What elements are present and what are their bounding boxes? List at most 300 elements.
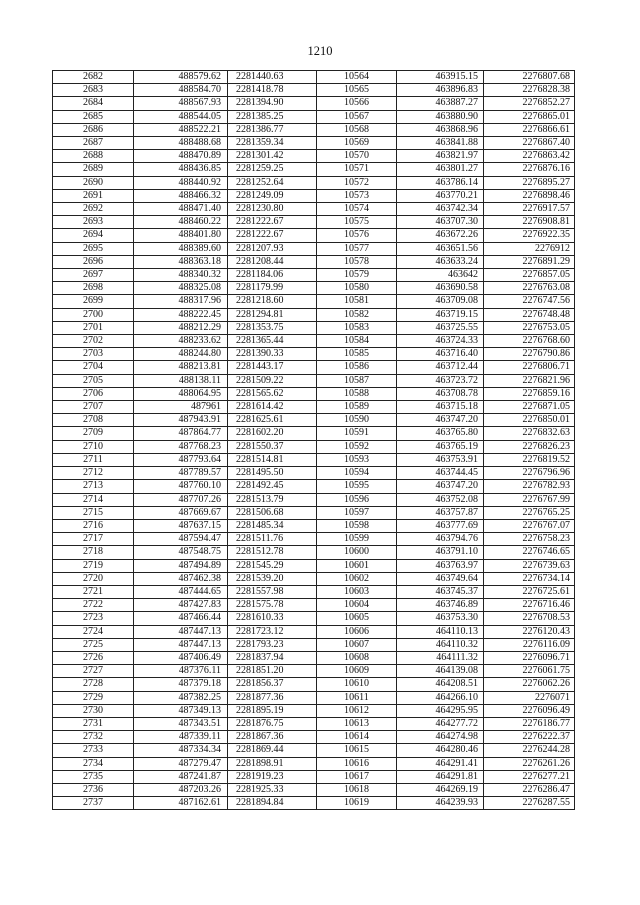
table-cell: 487162.61 bbox=[134, 797, 228, 810]
table-cell: 2725 bbox=[53, 638, 134, 651]
table-cell: 463690.58 bbox=[397, 282, 484, 295]
table-row bbox=[53, 137, 575, 150]
table-cell: 488460.22 bbox=[134, 216, 228, 229]
table-cell: 10572 bbox=[317, 176, 397, 189]
table-cell: 2720 bbox=[53, 572, 134, 585]
table-cell: 2276286.47 bbox=[484, 783, 575, 796]
table-cell: 2721 bbox=[53, 585, 134, 598]
table-cell: 464291.81 bbox=[397, 770, 484, 783]
table-row bbox=[53, 559, 575, 572]
table-cell: 10577 bbox=[317, 242, 397, 255]
table-cell: 2281222.67 bbox=[228, 229, 317, 242]
table-cell: 2276796.96 bbox=[484, 467, 575, 480]
table-row bbox=[53, 731, 575, 744]
table-cell: 488466.32 bbox=[134, 189, 228, 202]
table-cell: 2276898.46 bbox=[484, 189, 575, 202]
table-cell: 487447.13 bbox=[134, 638, 228, 651]
table-row bbox=[53, 625, 575, 638]
table-cell: 2281218.60 bbox=[228, 295, 317, 308]
table-cell: 2724 bbox=[53, 625, 134, 638]
table-cell: 488317.96 bbox=[134, 295, 228, 308]
table-cell: 464269.19 bbox=[397, 783, 484, 796]
table-cell: 2281894.84 bbox=[228, 797, 317, 810]
table-cell: 10596 bbox=[317, 493, 397, 506]
table-cell: 463791.10 bbox=[397, 546, 484, 559]
table-cell: 2281294.81 bbox=[228, 308, 317, 321]
table-cell: 2281557.98 bbox=[228, 585, 317, 598]
table-row bbox=[53, 467, 575, 480]
table-cell: 2705 bbox=[53, 374, 134, 387]
table-cell: 10579 bbox=[317, 269, 397, 282]
table-row bbox=[53, 493, 575, 506]
table-cell: 487494.89 bbox=[134, 559, 228, 572]
table-row bbox=[53, 414, 575, 427]
table-cell: 487382.25 bbox=[134, 691, 228, 704]
table-cell: 2709 bbox=[53, 427, 134, 440]
table-cell: 2281512.78 bbox=[228, 546, 317, 559]
table-cell: 488440.92 bbox=[134, 176, 228, 189]
table-cell: 10606 bbox=[317, 625, 397, 638]
table-cell: 463801.27 bbox=[397, 163, 484, 176]
table-cell: 463724.33 bbox=[397, 335, 484, 348]
table-cell: 488213.81 bbox=[134, 361, 228, 374]
table-cell: 2281222.67 bbox=[228, 216, 317, 229]
table-cell: 488401.80 bbox=[134, 229, 228, 242]
table-cell: 2281602.20 bbox=[228, 427, 317, 440]
table-cell: 464280.46 bbox=[397, 744, 484, 757]
table-cell: 2714 bbox=[53, 493, 134, 506]
table-cell: 2281353.75 bbox=[228, 321, 317, 334]
table-cell: 2717 bbox=[53, 533, 134, 546]
table-cell: 2276186.77 bbox=[484, 717, 575, 730]
table-cell: 2281440.63 bbox=[228, 71, 317, 84]
table-cell: 2281394.90 bbox=[228, 97, 317, 110]
table-row bbox=[53, 427, 575, 440]
table-cell: 10578 bbox=[317, 255, 397, 268]
table-cell: 10581 bbox=[317, 295, 397, 308]
table-cell: 464139.08 bbox=[397, 665, 484, 678]
table-cell: 463747.20 bbox=[397, 414, 484, 427]
table-cell: 488567.93 bbox=[134, 97, 228, 110]
table-cell: 2697 bbox=[53, 269, 134, 282]
table-cell: 2689 bbox=[53, 163, 134, 176]
table-cell: 463765.80 bbox=[397, 427, 484, 440]
table-cell: 10605 bbox=[317, 612, 397, 625]
table-cell: 463786.14 bbox=[397, 176, 484, 189]
table-cell: 2276859.16 bbox=[484, 387, 575, 400]
table-cell: 2710 bbox=[53, 440, 134, 453]
table-cell: 10587 bbox=[317, 374, 397, 387]
table-cell: 2281184.06 bbox=[228, 269, 317, 282]
table-cell: 2276826.23 bbox=[484, 440, 575, 453]
table-cell: 463715.18 bbox=[397, 401, 484, 414]
table-cell: 2731 bbox=[53, 717, 134, 730]
table-cell: 2281514.81 bbox=[228, 453, 317, 466]
table-cell: 2281723.12 bbox=[228, 625, 317, 638]
table-cell: 2281793.23 bbox=[228, 638, 317, 651]
table-cell: 2281385.25 bbox=[228, 110, 317, 123]
table-cell: 2276768.60 bbox=[484, 335, 575, 348]
table-cell: 10592 bbox=[317, 440, 397, 453]
table-cell: 10589 bbox=[317, 401, 397, 414]
table-row bbox=[53, 229, 575, 242]
table-cell: 10617 bbox=[317, 770, 397, 783]
table-cell: 2719 bbox=[53, 559, 134, 572]
table-cell: 463794.76 bbox=[397, 533, 484, 546]
table-cell: 487203.26 bbox=[134, 783, 228, 796]
table-cell: 487427.83 bbox=[134, 599, 228, 612]
table-cell: 463752.08 bbox=[397, 493, 484, 506]
table-cell: 10600 bbox=[317, 546, 397, 559]
table-cell: 2276821.96 bbox=[484, 374, 575, 387]
table-cell: 2737 bbox=[53, 797, 134, 810]
table-cell: 10594 bbox=[317, 467, 397, 480]
table-cell: 464266.10 bbox=[397, 691, 484, 704]
table-cell: 487548.75 bbox=[134, 546, 228, 559]
table-cell: 10580 bbox=[317, 282, 397, 295]
table-cell: 2281869.44 bbox=[228, 744, 317, 757]
table-cell: 463887.27 bbox=[397, 97, 484, 110]
table-cell: 488471.40 bbox=[134, 203, 228, 216]
table-cell: 2276852.27 bbox=[484, 97, 575, 110]
table-row bbox=[53, 163, 575, 176]
table-cell: 2698 bbox=[53, 282, 134, 295]
table-cell: 10598 bbox=[317, 519, 397, 532]
table-cell: 2276790.86 bbox=[484, 348, 575, 361]
table-cell: 2696 bbox=[53, 255, 134, 268]
table-row bbox=[53, 612, 575, 625]
table-row bbox=[53, 678, 575, 691]
table-row bbox=[53, 308, 575, 321]
table-cell: 487961 bbox=[134, 401, 228, 414]
table-cell: 2276767.99 bbox=[484, 493, 575, 506]
table-cell: 463915.15 bbox=[397, 71, 484, 84]
table-cell: 2281895.19 bbox=[228, 704, 317, 717]
table-cell: 2736 bbox=[53, 783, 134, 796]
table-cell: 463672.26 bbox=[397, 229, 484, 242]
table-cell: 487279.47 bbox=[134, 757, 228, 770]
table-cell: 463708.78 bbox=[397, 387, 484, 400]
table-cell: 487943.91 bbox=[134, 414, 228, 427]
table-row bbox=[53, 704, 575, 717]
table-cell: 2726 bbox=[53, 651, 134, 664]
table-cell: 2276871.05 bbox=[484, 401, 575, 414]
table-cell: 2276748.48 bbox=[484, 308, 575, 321]
table-cell: 487379.18 bbox=[134, 678, 228, 691]
table-cell: 463749.64 bbox=[397, 572, 484, 585]
table-cell: 463712.44 bbox=[397, 361, 484, 374]
table-cell: 2276867.40 bbox=[484, 137, 575, 150]
table-cell: 10568 bbox=[317, 123, 397, 136]
table-cell: 2276120.43 bbox=[484, 625, 575, 638]
table-cell: 10615 bbox=[317, 744, 397, 757]
table-row bbox=[53, 97, 575, 110]
table-cell: 464208.51 bbox=[397, 678, 484, 691]
table-cell: 10590 bbox=[317, 414, 397, 427]
table-cell: 487343.51 bbox=[134, 717, 228, 730]
table-cell: 487444.65 bbox=[134, 585, 228, 598]
table-row bbox=[53, 691, 575, 704]
table-cell: 2281511.76 bbox=[228, 533, 317, 546]
table-cell: 2276767.07 bbox=[484, 519, 575, 532]
table-cell: 2276763.08 bbox=[484, 282, 575, 295]
table-cell: 487376.11 bbox=[134, 665, 228, 678]
table-cell: 2276850.01 bbox=[484, 414, 575, 427]
table-cell: 10597 bbox=[317, 506, 397, 519]
table-cell: 2728 bbox=[53, 678, 134, 691]
table-cell: 463770.21 bbox=[397, 189, 484, 202]
table-cell: 464111.32 bbox=[397, 651, 484, 664]
table-cell: 10613 bbox=[317, 717, 397, 730]
table-cell: 2276746.65 bbox=[484, 546, 575, 559]
table-cell: 2276277.21 bbox=[484, 770, 575, 783]
table-row bbox=[53, 401, 575, 414]
table-cell: 2281837.94 bbox=[228, 651, 317, 664]
table-row bbox=[53, 321, 575, 334]
table-cell: 2276857.05 bbox=[484, 269, 575, 282]
table-cell: 2688 bbox=[53, 150, 134, 163]
table-cell: 2695 bbox=[53, 242, 134, 255]
table-cell: 10573 bbox=[317, 189, 397, 202]
table-row bbox=[53, 757, 575, 770]
table-cell: 463651.56 bbox=[397, 242, 484, 255]
table-cell: 10570 bbox=[317, 150, 397, 163]
table-cell: 2281418.78 bbox=[228, 84, 317, 97]
table-cell: 10599 bbox=[317, 533, 397, 546]
table-cell: 2281513.79 bbox=[228, 493, 317, 506]
table-cell: 2281625.61 bbox=[228, 414, 317, 427]
table-cell: 2691 bbox=[53, 189, 134, 202]
table-cell: 2693 bbox=[53, 216, 134, 229]
table-cell: 487707.26 bbox=[134, 493, 228, 506]
table-cell: 10585 bbox=[317, 348, 397, 361]
table-cell: 2281252.64 bbox=[228, 176, 317, 189]
table-cell: 488064.95 bbox=[134, 387, 228, 400]
table-cell: 464295.95 bbox=[397, 704, 484, 717]
table-cell: 488212.29 bbox=[134, 321, 228, 334]
table-cell: 2281925.33 bbox=[228, 783, 317, 796]
table-cell: 2281301.42 bbox=[228, 150, 317, 163]
table-cell: 463707.30 bbox=[397, 216, 484, 229]
table-cell: 487793.64 bbox=[134, 453, 228, 466]
table-cell: 463746.89 bbox=[397, 599, 484, 612]
table-cell: 2276261.26 bbox=[484, 757, 575, 770]
table-cell: 2281359.34 bbox=[228, 137, 317, 150]
table-cell: 487768.23 bbox=[134, 440, 228, 453]
table-cell: 10575 bbox=[317, 216, 397, 229]
table-cell: 487669.67 bbox=[134, 506, 228, 519]
table-cell: 2723 bbox=[53, 612, 134, 625]
table-cell: 488436.85 bbox=[134, 163, 228, 176]
table-cell: 2281867.36 bbox=[228, 731, 317, 744]
table-cell: 463753.91 bbox=[397, 453, 484, 466]
table-cell: 487241.87 bbox=[134, 770, 228, 783]
table-cell: 2694 bbox=[53, 229, 134, 242]
table-cell: 10574 bbox=[317, 203, 397, 216]
table-row bbox=[53, 744, 575, 757]
table-cell: 463716.40 bbox=[397, 348, 484, 361]
table-row bbox=[53, 84, 575, 97]
table-cell: 10583 bbox=[317, 321, 397, 334]
table-cell: 487339.11 bbox=[134, 731, 228, 744]
table-cell: 2281614.42 bbox=[228, 401, 317, 414]
table-cell: 2281539.20 bbox=[228, 572, 317, 585]
table-cell: 2281851.20 bbox=[228, 665, 317, 678]
table-cell: 464291.41 bbox=[397, 757, 484, 770]
table-cell: 2276819.52 bbox=[484, 453, 575, 466]
table-cell: 2704 bbox=[53, 361, 134, 374]
table-cell: 2692 bbox=[53, 203, 134, 216]
table-row bbox=[53, 71, 575, 84]
table-row bbox=[53, 361, 575, 374]
table-cell: 2276747.56 bbox=[484, 295, 575, 308]
table-cell: 10571 bbox=[317, 163, 397, 176]
table-row bbox=[53, 374, 575, 387]
table-cell: 2276753.05 bbox=[484, 321, 575, 334]
table-cell: 488470.89 bbox=[134, 150, 228, 163]
table-cell: 463821.97 bbox=[397, 150, 484, 163]
table-cell: 488544.05 bbox=[134, 110, 228, 123]
table-row bbox=[53, 585, 575, 598]
table-cell: 2276725.61 bbox=[484, 585, 575, 598]
table-cell: 463642 bbox=[397, 269, 484, 282]
table-cell: 2712 bbox=[53, 467, 134, 480]
table-cell: 2281443.17 bbox=[228, 361, 317, 374]
table-cell: 2281207.93 bbox=[228, 242, 317, 255]
table-cell: 463742.34 bbox=[397, 203, 484, 216]
table-cell: 10608 bbox=[317, 651, 397, 664]
table-cell: 10618 bbox=[317, 783, 397, 796]
table-row bbox=[53, 506, 575, 519]
table-cell: 2276734.14 bbox=[484, 572, 575, 585]
table-row bbox=[53, 255, 575, 268]
table-row bbox=[53, 783, 575, 796]
table-row bbox=[53, 203, 575, 216]
table-cell: 2276071 bbox=[484, 691, 575, 704]
table-cell: 2683 bbox=[53, 84, 134, 97]
table-cell: 2281179.99 bbox=[228, 282, 317, 295]
table-row bbox=[53, 519, 575, 532]
table-cell: 2702 bbox=[53, 335, 134, 348]
table-cell: 463709.08 bbox=[397, 295, 484, 308]
table-cell: 2281919.23 bbox=[228, 770, 317, 783]
table-row bbox=[53, 387, 575, 400]
table-cell: 487864.77 bbox=[134, 427, 228, 440]
table-cell: 2713 bbox=[53, 480, 134, 493]
table-cell: 464239.93 bbox=[397, 797, 484, 810]
table-cell: 2276922.35 bbox=[484, 229, 575, 242]
table-cell: 10603 bbox=[317, 585, 397, 598]
table-row bbox=[53, 717, 575, 730]
table-cell: 2281492.45 bbox=[228, 480, 317, 493]
table-cell: 2281390.33 bbox=[228, 348, 317, 361]
table-cell: 10586 bbox=[317, 361, 397, 374]
table-cell: 2700 bbox=[53, 308, 134, 321]
table-cell: 488363.18 bbox=[134, 255, 228, 268]
table-cell: 2730 bbox=[53, 704, 134, 717]
table-cell: 463868.96 bbox=[397, 123, 484, 136]
table-cell: 463633.24 bbox=[397, 255, 484, 268]
table-cell: 10609 bbox=[317, 665, 397, 678]
table-cell: 2707 bbox=[53, 401, 134, 414]
table-cell: 2711 bbox=[53, 453, 134, 466]
table-row bbox=[53, 770, 575, 783]
table-cell: 487760.10 bbox=[134, 480, 228, 493]
table-cell: 10611 bbox=[317, 691, 397, 704]
table-cell: 2281876.75 bbox=[228, 717, 317, 730]
table-cell: 2276739.63 bbox=[484, 559, 575, 572]
table-cell: 2276917.57 bbox=[484, 203, 575, 216]
table-cell: 2276908.81 bbox=[484, 216, 575, 229]
table-cell: 463765.19 bbox=[397, 440, 484, 453]
table-cell: 487637.15 bbox=[134, 519, 228, 532]
table-cell: 463725.55 bbox=[397, 321, 484, 334]
table-cell: 2281365.44 bbox=[228, 335, 317, 348]
table-row bbox=[53, 282, 575, 295]
table-cell: 488579.62 bbox=[134, 71, 228, 84]
table-cell: 2276912 bbox=[484, 242, 575, 255]
table-cell: 488584.70 bbox=[134, 84, 228, 97]
table-cell: 2276287.55 bbox=[484, 797, 575, 810]
table-cell: 2281575.78 bbox=[228, 599, 317, 612]
table-cell: 2276895.27 bbox=[484, 176, 575, 189]
table-cell: 2276865.01 bbox=[484, 110, 575, 123]
table-cell: 2281259.25 bbox=[228, 163, 317, 176]
table-cell: 10591 bbox=[317, 427, 397, 440]
table-cell: 463719.15 bbox=[397, 308, 484, 321]
table-cell: 2686 bbox=[53, 123, 134, 136]
table-cell: 10602 bbox=[317, 572, 397, 585]
table-cell: 487447.13 bbox=[134, 625, 228, 638]
table-cell: 488340.32 bbox=[134, 269, 228, 282]
table-cell: 488325.08 bbox=[134, 282, 228, 295]
table-row bbox=[53, 348, 575, 361]
table-cell: 10601 bbox=[317, 559, 397, 572]
table-row bbox=[53, 123, 575, 136]
table-cell: 2718 bbox=[53, 546, 134, 559]
table-cell: 488389.60 bbox=[134, 242, 228, 255]
table-cell: 488244.80 bbox=[134, 348, 228, 361]
table-cell: 2735 bbox=[53, 770, 134, 783]
table-cell: 2682 bbox=[53, 71, 134, 84]
table-row bbox=[53, 599, 575, 612]
table-cell: 463896.83 bbox=[397, 84, 484, 97]
table-cell: 2276828.38 bbox=[484, 84, 575, 97]
table-cell: 10565 bbox=[317, 84, 397, 97]
table-cell: 2701 bbox=[53, 321, 134, 334]
table-cell: 2276096.71 bbox=[484, 651, 575, 664]
table-cell: 487462.38 bbox=[134, 572, 228, 585]
table-cell: 2703 bbox=[53, 348, 134, 361]
table-row bbox=[53, 189, 575, 202]
table-cell: 2722 bbox=[53, 599, 134, 612]
table-cell: 2281610.33 bbox=[228, 612, 317, 625]
table-cell: 487334.34 bbox=[134, 744, 228, 757]
table-cell: 2733 bbox=[53, 744, 134, 757]
table-cell: 487594.47 bbox=[134, 533, 228, 546]
table-cell: 2281877.36 bbox=[228, 691, 317, 704]
table-cell: 463841.88 bbox=[397, 137, 484, 150]
table-row bbox=[53, 242, 575, 255]
table-row bbox=[53, 453, 575, 466]
table-cell: 2732 bbox=[53, 731, 134, 744]
table-cell: 2276807.68 bbox=[484, 71, 575, 84]
table-cell: 463777.69 bbox=[397, 519, 484, 532]
table-cell: 10604 bbox=[317, 599, 397, 612]
table-cell: 2281485.34 bbox=[228, 519, 317, 532]
table-cell: 2276876.16 bbox=[484, 163, 575, 176]
table-cell: 2276863.42 bbox=[484, 150, 575, 163]
